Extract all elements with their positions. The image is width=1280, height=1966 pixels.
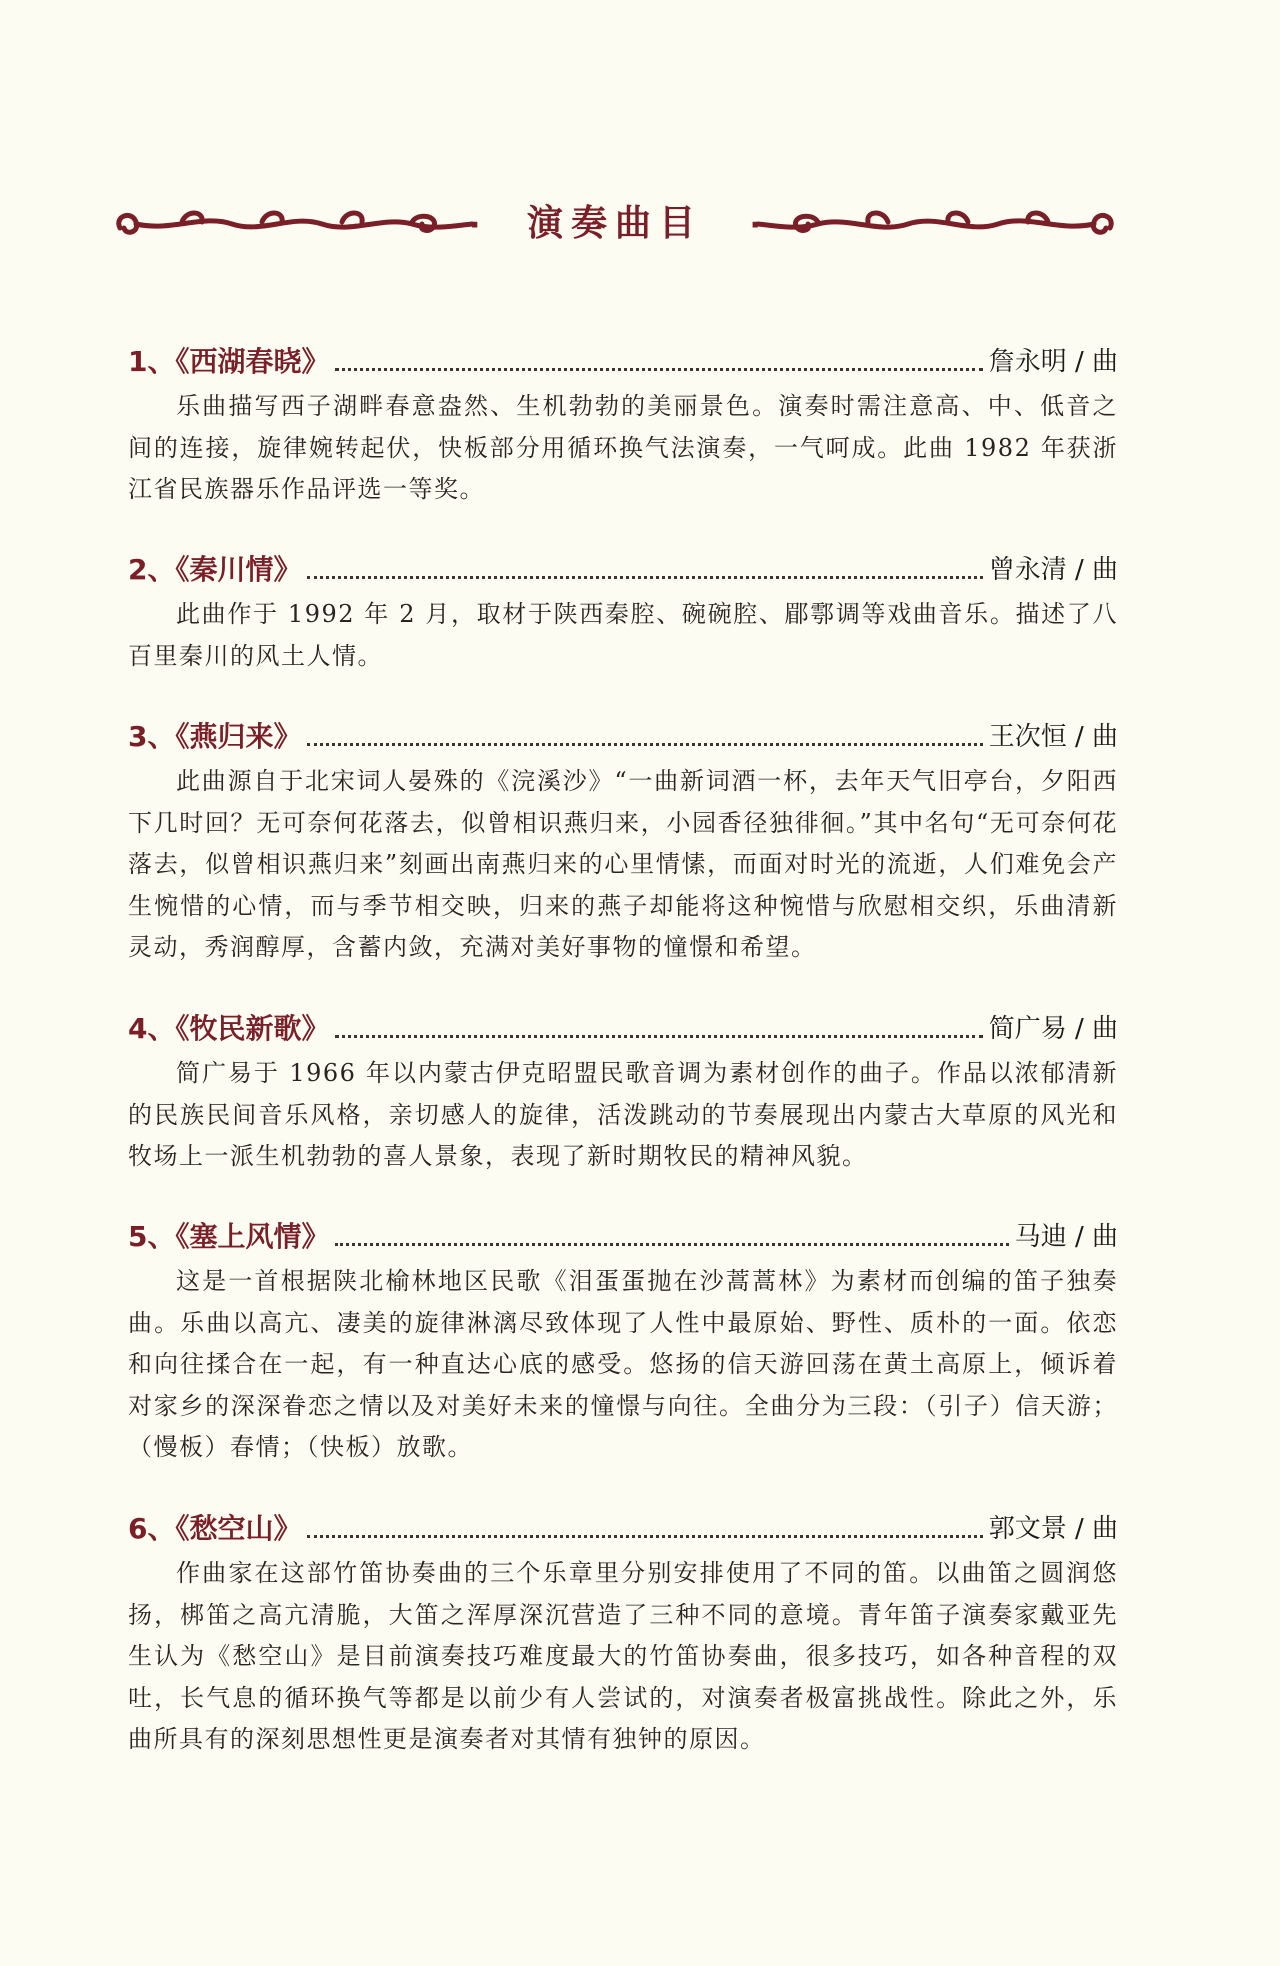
program-composer: 王次恒 / 曲 (988, 722, 1118, 752)
program-title: 3、《燕归来》 (128, 720, 302, 753)
program-item (128, 548, 1118, 677)
program-description: 乐曲描写西子湖畔春意盎然、生机勃勃的美丽景色。演奏时需注意高、中、低音之间的连接，旋律婉转起伏，快板部分用循环换气法演奏，一气呵成。此曲 1982 年获浙江省民族器乐作品评选一等奖。 (128, 392, 1118, 503)
program-item (128, 1215, 1118, 1469)
program-title: 4、《牧民新歌》 (128, 1012, 330, 1045)
program-heading (128, 340, 1118, 380)
title-text: 演奏曲目 (526, 203, 703, 244)
program-composer: 曾永清 / 曲 (988, 555, 1118, 585)
program-title: 2、《秦川情》 (128, 553, 302, 586)
program-item (128, 715, 1118, 969)
program-item (128, 1007, 1118, 1178)
program-composer: 马迪 / 曲 (1014, 1222, 1118, 1252)
dot-leader (307, 742, 982, 746)
dot-leader (335, 367, 982, 371)
dot-leader (335, 1034, 982, 1038)
program-description: 这是一首根据陕北榆林地区民歌《泪蛋蛋抛在沙蒿蒿林》为素材而创编的笛子独奏曲。乐曲以高亢、凄美的旋律淋漓尽致体现了人性中最原始、野性、质朴的一面。依恋和向往揉合在一起，有一种直达心底的感受。悠扬的信天游回荡在黄土高原上，倾诉着对家乡的深深眷恋之情以及对美好未来的憧憬与向往。全曲分为三段：（引子）信天游；（慢板）春情；（快板）放歌。 (128, 1267, 1118, 1461)
program-heading (128, 715, 1118, 755)
program-description: 此曲作于 1992 年 2 月，取材于陕西秦腔、碗碗腔、郿鄠调等戏曲音乐。描述了八百里秦川的风土人情。 (128, 600, 1118, 670)
program-title: 5、《塞上风情》 (128, 1220, 330, 1253)
program-heading (128, 1215, 1118, 1255)
program-item (128, 1507, 1118, 1761)
program-description: 简广易于 1966 年以内蒙古伊克昭盟民歌音调为素材创作的曲子。作品以浓郁清新的民族民间音乐风格，亲切感人的旋律，活泼跳动的节奏展现出内蒙古大草原的风光和牧场上一派生机勃勃的喜人景象，表现了新时期牧民的精神风貌。 (128, 1059, 1118, 1170)
program-title: 6、《愁空山》 (128, 1512, 302, 1545)
program-heading (128, 1507, 1118, 1547)
dot-leader (335, 1242, 1008, 1246)
program-composer: 郭文景 / 曲 (988, 1514, 1118, 1544)
program-composer: 詹永明 / 曲 (988, 347, 1118, 377)
page-title (112, 198, 1118, 252)
program-description: 作曲家在这部竹笛协奏曲的三个乐章里分别安排使用了不同的笛。以曲笛之圆润悠扬，梆笛之高亢清脆，大笛之浑厚深沉营造了三种不同的意境。青年笛子演奏家戴亚先生认为《愁空山》是目前演奏技巧难度最大的竹笛协奏曲，很多技巧，如各种音程的双吐，长气息的循环换气等都是以前少有人尝试的，对演奏者极富挑战性。除此之外，乐曲所具有的深刻思想性更是演奏者对其情有独钟的原因。 (128, 1559, 1118, 1753)
program-title: 1、《西湖春晓》 (128, 345, 330, 378)
program-heading (128, 1007, 1118, 1047)
program-description: 此曲源自于北宋词人晏殊的《浣溪沙》“一曲新词酒一杯，去年天气旧亭台，夕阳西下几时回？无可奈何花落去，似曾相识燕归来，小园香径独徘徊。”其中名句“无可奈何花落去，似曾相识燕归来”刻画出南燕归来的心里情愫，而面对时光的流逝，人们难免会产生惋惜的心情，而与季节相交映，归来的燕子却能将这种惋惜与欣慰相交织，乐曲清新灵动，秀润醇厚，含蓄内敛，充满对美好事物的憧憬和希望。 (128, 767, 1118, 961)
dot-leader (307, 575, 982, 579)
section-header (112, 196, 1118, 252)
program-composer: 简广易 / 曲 (988, 1014, 1118, 1044)
program-item (128, 340, 1118, 511)
title-dot-left: · (469, 208, 481, 243)
dot-leader (307, 1534, 982, 1538)
program-heading (128, 548, 1118, 588)
title-dot-right: · (749, 208, 761, 243)
